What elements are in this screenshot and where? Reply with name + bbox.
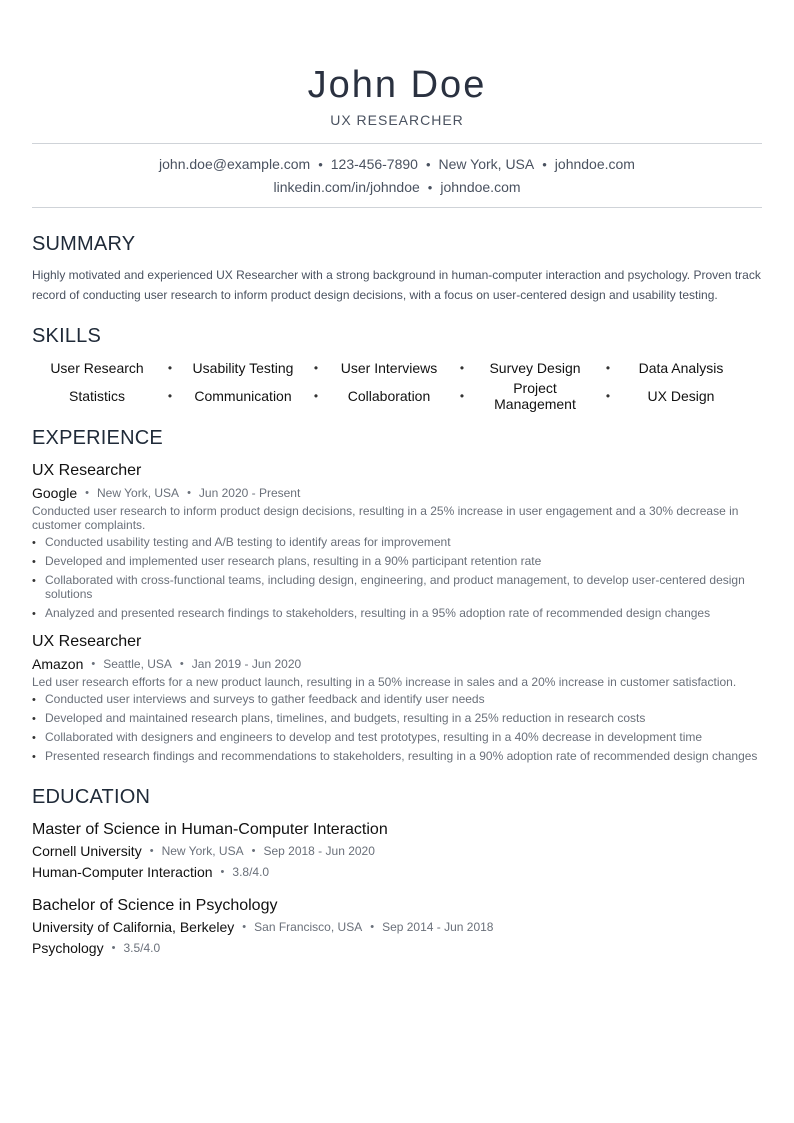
skills-grid xyxy=(32,354,762,410)
skill-item: Communication xyxy=(194,388,292,404)
list-item xyxy=(32,535,762,549)
job-meta xyxy=(32,655,762,673)
list-item xyxy=(32,730,762,744)
job-location: Seattle, USA xyxy=(103,657,172,671)
experience-heading: EXPERIENCE xyxy=(32,427,163,449)
education-entry xyxy=(32,896,762,958)
school-name: Cornell University xyxy=(32,843,142,859)
job-meta xyxy=(32,484,762,502)
contact-row-1 xyxy=(32,153,762,176)
education-dates: Sep 2014 - Jun 2018 xyxy=(382,920,494,934)
education-field-row xyxy=(32,939,762,958)
list-item xyxy=(32,573,762,601)
separator-dot: • xyxy=(605,389,611,403)
degree-title: Master of Science in Human-Computer Interaction xyxy=(32,821,388,838)
bullet-text: Collaborated with cross-functional teams, including design, engineering, and product management, to develop user-centered design solutions xyxy=(45,573,745,601)
company-name: Amazon xyxy=(32,656,84,672)
skill-item: Statistics xyxy=(68,388,125,404)
summary-heading: SUMMARY xyxy=(32,233,136,255)
skill-item: Usability Testing xyxy=(192,360,294,376)
education-field-row xyxy=(32,863,762,882)
bullet-dot: • xyxy=(32,694,36,706)
separator-dot: • xyxy=(85,487,90,499)
job-title: UX Researcher xyxy=(32,633,142,650)
job-dates: Jan 2019 - Jun 2020 xyxy=(191,657,302,671)
skill-item: User Interviews xyxy=(340,360,438,376)
degree-title: Bachelor of Science in Psychology xyxy=(32,897,278,914)
job-description: Conducted user research to inform product design decisions, resulting in a 25% increase in user engagement and a 30% decrease in customer complaints. xyxy=(32,504,739,532)
bullet-dot: • xyxy=(32,608,36,620)
separator-dot: • xyxy=(425,157,431,172)
bullet-dot: • xyxy=(32,556,36,568)
contact-row-2 xyxy=(32,176,762,199)
bullet-dot: • xyxy=(32,751,36,763)
bullet-dot: • xyxy=(32,713,36,725)
separator-dot: • xyxy=(605,361,611,375)
linkedin-link[interactable]: linkedin.com/in/johndoe xyxy=(273,179,420,195)
bullet-text: Conducted user interviews and surveys to gather feedback and identify user needs xyxy=(45,692,485,706)
separator-dot: • xyxy=(167,361,173,375)
skill-item: Project Management xyxy=(494,380,576,412)
bullet-text: Presented research findings and recommendations to stakeholders, resulting in a 90% adoption rate of recommended design changes xyxy=(45,749,758,763)
summary-text: Highly motivated and experienced UX Researcher with a strong background in human-computer interaction and psychology. Proven track record of conducting user research to inform product design decisions, with a focus on user-centered design and usability testing. xyxy=(32,268,761,302)
bullet-dot: • xyxy=(32,732,36,744)
separator-dot: • xyxy=(313,361,319,375)
bullet-text: Analyzed and presented research findings to stakeholders, resulting in a 95% adoption rate of recommended design changes xyxy=(45,606,711,620)
education-heading: EDUCATION xyxy=(32,786,151,808)
separator-dot: • xyxy=(313,389,319,403)
bullet-text: Collaborated with designers and engineers to develop and test prototypes, resulting in a 40% decrease in development time xyxy=(45,730,703,744)
list-item xyxy=(32,711,762,725)
separator-dot: • xyxy=(179,658,184,670)
separator-dot: • xyxy=(91,658,96,670)
phone-number[interactable]: 123-456-7890 xyxy=(330,156,418,172)
gpa-value: 3.8/4.0 xyxy=(232,865,270,879)
skills-row-2 xyxy=(32,382,762,410)
skill-item: UX Design xyxy=(647,388,715,404)
separator-dot: • xyxy=(242,921,247,933)
skill-item: Collaboration xyxy=(347,388,431,404)
job-bullets xyxy=(32,535,762,620)
field-of-study: Human-Computer Interaction xyxy=(32,864,213,880)
list-item xyxy=(32,692,762,706)
job-entry xyxy=(32,461,762,620)
field-of-study: Psychology xyxy=(32,940,104,956)
separator-dot: • xyxy=(187,487,191,499)
education-meta xyxy=(32,842,762,861)
separator-dot: • xyxy=(167,389,173,403)
separator-dot: • xyxy=(459,389,465,403)
education-meta xyxy=(32,918,762,937)
job-dates: Jun 2020 - Present xyxy=(198,486,301,500)
contact-info xyxy=(32,144,762,207)
separator-dot: • xyxy=(149,845,154,857)
gpa-value: 3.5/4.0 xyxy=(123,941,161,955)
school-name: University of California, Berkeley xyxy=(32,919,235,935)
separator-dot: • xyxy=(220,866,225,878)
separator-dot: • xyxy=(251,845,256,857)
header-divider-bottom xyxy=(32,207,762,208)
list-item xyxy=(32,606,762,620)
location-text: New York, USA xyxy=(438,156,535,172)
list-item xyxy=(32,554,762,568)
school-location: New York, USA xyxy=(161,844,244,858)
school-location: San Francisco, USA xyxy=(254,920,363,934)
education-dates: Sep 2018 - Jun 2020 xyxy=(263,844,375,858)
job-bullets xyxy=(32,692,762,763)
candidate-title: UX RESEARCHER xyxy=(330,112,464,128)
education-entry xyxy=(32,820,762,882)
resume-page xyxy=(32,0,762,958)
bullet-dot: • xyxy=(32,537,36,549)
company-name: Google xyxy=(32,485,78,501)
separator-dot: • xyxy=(459,361,465,375)
separator-dot: • xyxy=(318,157,323,172)
skills-heading: SKILLS xyxy=(32,325,102,347)
website-link[interactable]: johndoe.com xyxy=(554,156,635,172)
job-title: UX Researcher xyxy=(32,462,142,479)
job-location: New York, USA xyxy=(97,486,180,500)
separator-dot: • xyxy=(542,157,547,172)
candidate-name: John Doe xyxy=(307,64,487,106)
separator-dot: • xyxy=(370,921,375,933)
skill-item: User Research xyxy=(50,360,144,376)
job-description: Led user research efforts for a new product launch, resulting in a 50% increase in sales and a 20% increase in customer satisfaction. xyxy=(32,675,737,689)
skill-item: Data Analysis xyxy=(638,360,724,376)
skills-row-1 xyxy=(32,354,762,382)
bullet-text: Conducted usability testing and A/B testing to identify areas for improvement xyxy=(45,535,451,549)
bullet-text: Developed and implemented user research plans, resulting in a 90% participant retention rate xyxy=(45,554,542,568)
bullet-text: Developed and maintained research plans, timelines, and budgets, resulting in a 25% reduction in research costs xyxy=(45,711,646,725)
list-item xyxy=(32,749,762,763)
website-link-2[interactable]: johndoe.com xyxy=(440,179,521,195)
job-entry xyxy=(32,632,762,763)
email-link[interactable]: john.doe@example.com xyxy=(159,156,311,172)
separator-dot: • xyxy=(111,942,116,954)
skill-item: Survey Design xyxy=(489,360,581,376)
separator-dot: • xyxy=(427,180,433,195)
bullet-dot: • xyxy=(32,575,36,587)
